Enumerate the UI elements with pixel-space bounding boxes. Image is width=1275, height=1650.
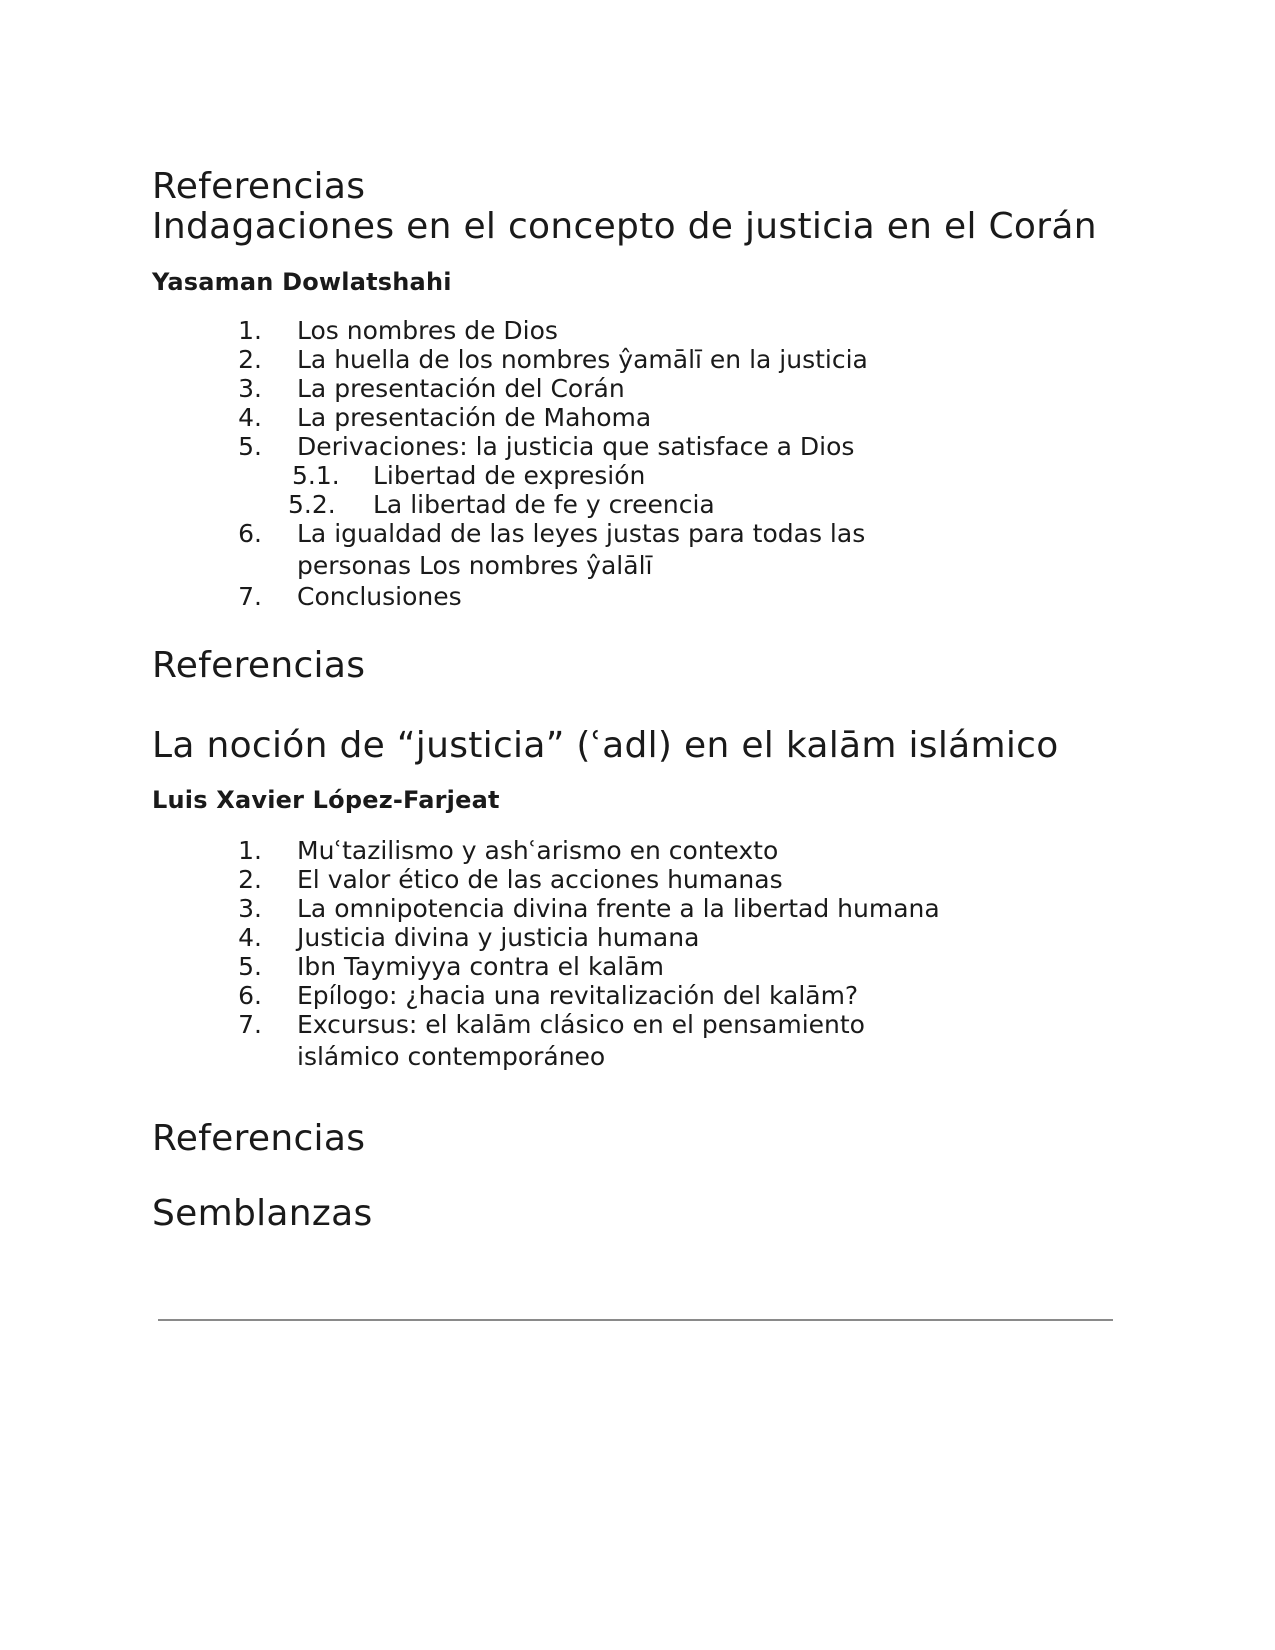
- horizontal-rule: [158, 1319, 1113, 1321]
- toc-number: 2.: [238, 345, 262, 374]
- toc-number: 4.: [238, 923, 262, 952]
- toc-subnumber: 5.2.: [288, 490, 336, 519]
- toc-item: La huella de los nombres ŷamālī en la justicia: [297, 345, 868, 374]
- toc-number: 6.: [238, 519, 262, 548]
- toc-number: 4.: [238, 403, 262, 432]
- references-heading: Referencias: [152, 1118, 366, 1159]
- toc-number: 7.: [238, 582, 262, 611]
- chapter-title: La noción de “justicia” (ʿadl) en el kalām islámico: [152, 725, 1059, 766]
- toc-number: 1.: [238, 316, 262, 345]
- toc-item: Excursus: el kalām clásico en el pensamiento: [297, 1010, 865, 1039]
- toc-item: Muʿtazilismo y ashʿarismo en contexto: [297, 836, 779, 865]
- toc-item: Derivaciones: la justicia que satisface a Dios: [297, 432, 855, 461]
- toc-number: 5.: [238, 952, 262, 981]
- toc-item: La igualdad de las leyes justas para todas las: [297, 519, 866, 548]
- toc-item: Justicia divina y justicia humana: [297, 923, 700, 952]
- toc-item: Conclusiones: [297, 582, 462, 611]
- toc-number: 5.: [238, 432, 262, 461]
- toc-number: 6.: [238, 981, 262, 1010]
- chapter-author: Yasaman Dowlatshahi: [152, 268, 452, 296]
- toc-subitem: La libertad de fe y creencia: [373, 490, 715, 519]
- references-heading: Referencias: [152, 166, 366, 207]
- toc-subnumber: 5.1.: [292, 461, 340, 490]
- toc-item: La omnipotencia divina frente a la libertad humana: [297, 894, 940, 923]
- toc-subitem: Libertad de expresión: [373, 461, 646, 490]
- toc-number: 7.: [238, 1010, 262, 1039]
- toc-item: La presentación de Mahoma: [297, 403, 652, 432]
- toc-number: 3.: [238, 374, 262, 403]
- toc-item: Ibn Taymiyya contra el kalām: [297, 952, 664, 981]
- toc-item-continuation: personas Los nombres ŷalālī: [297, 551, 653, 580]
- toc-item-continuation: islámico contemporáneo: [297, 1042, 606, 1071]
- references-heading: Referencias: [152, 645, 366, 686]
- toc-item: Epílogo: ¿hacia una revitalización del kalām?: [297, 981, 859, 1010]
- toc-item: Los nombres de Dios: [297, 316, 558, 345]
- chapter-author: Luis Xavier López-Farjeat: [152, 786, 500, 814]
- toc-number: 3.: [238, 894, 262, 923]
- toc-item: El valor ético de las acciones humanas: [297, 865, 783, 894]
- chapter-title: Indagaciones en el concepto de justicia en el Corán: [152, 206, 1097, 247]
- toc-number: 2.: [238, 865, 262, 894]
- semblanzas-heading: Semblanzas: [152, 1193, 373, 1234]
- toc-number: 1.: [238, 836, 262, 865]
- toc-item: La presentación del Corán: [297, 374, 625, 403]
